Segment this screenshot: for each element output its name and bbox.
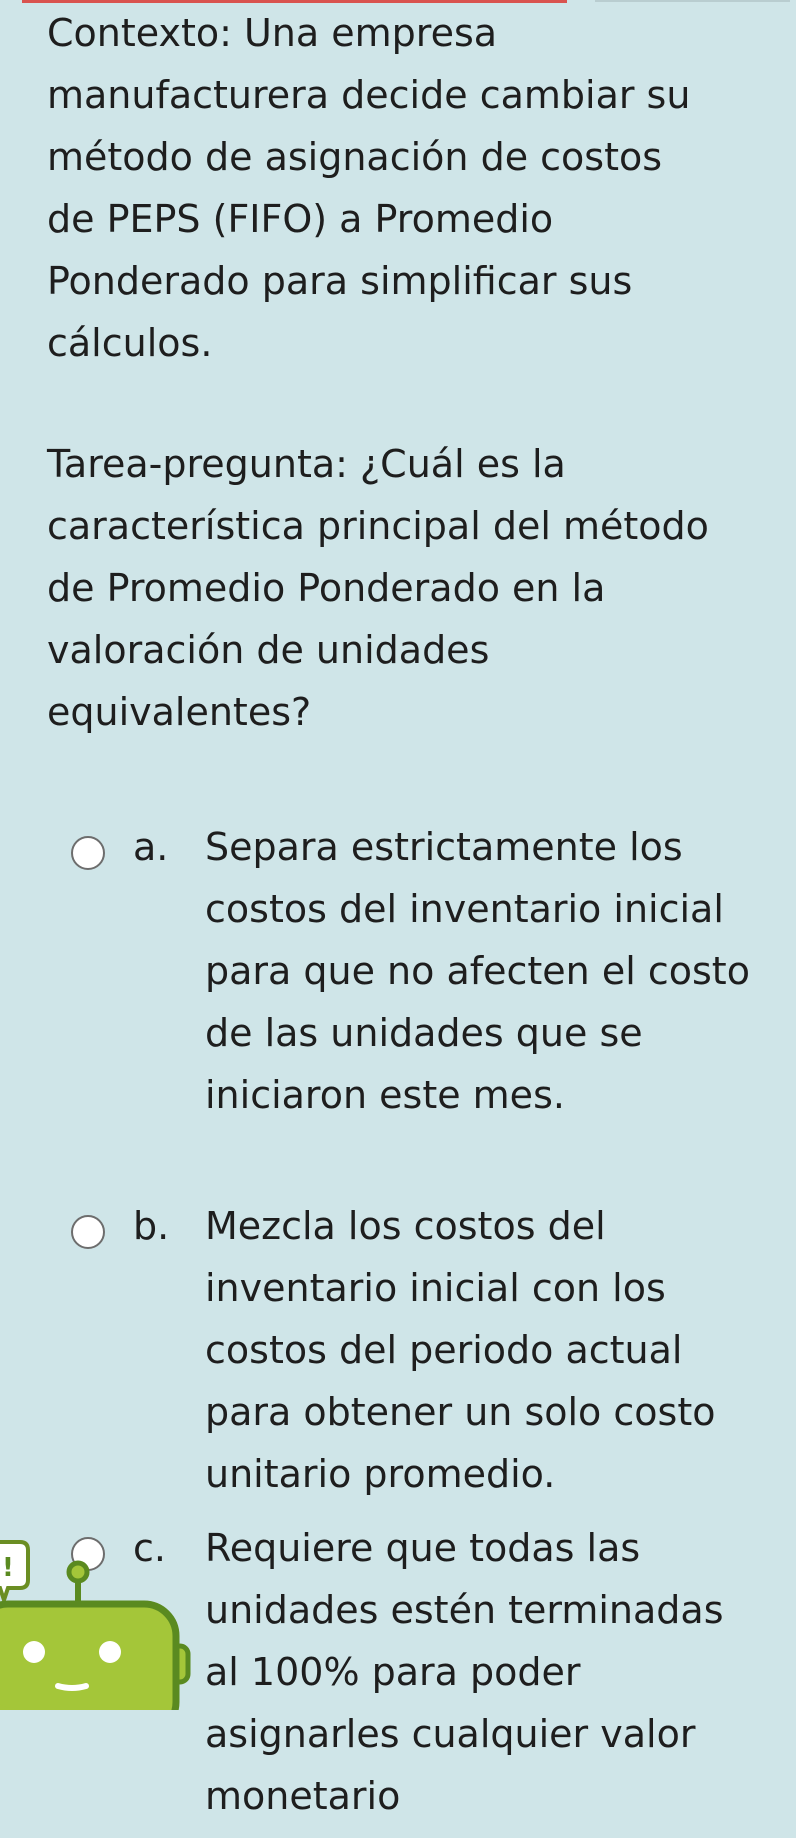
option-letter-a: a.: [133, 825, 169, 869]
question-block: [47, 2, 747, 743]
radio-button-a[interactable]: [71, 836, 105, 870]
option-letter-c: c.: [133, 1526, 166, 1570]
robot-assistant-icon[interactable]: [0, 1540, 200, 1710]
speech-bubble-icon: [0, 1542, 28, 1600]
svg-text:!: !: [2, 1553, 14, 1583]
question-task: Tarea-pregunta: ¿Cuál es la característica principal del método de Promedio Ponderado en la valoración de unidades equivalentes?: [47, 442, 709, 734]
option-text-b[interactable]: Mezcla los costos del inventario inicial con los costos del periodo actual para obtener un solo costo unitario promedio.: [205, 1204, 716, 1496]
option-letter-b: b.: [133, 1204, 170, 1248]
radio-button-b[interactable]: [71, 1215, 105, 1249]
question-context: Contexto: Una empresa manufacturera decide cambiar su método de asignación de costos de PEPS (FIFO) a Promedio Ponderado para simplificar sus cálculos.: [47, 11, 691, 365]
option-text-c[interactable]: Requiere que todas las unidades estén terminadas al 100% para poder asignarles cualquier valor monetario: [205, 1526, 724, 1818]
option-text-a[interactable]: Separa estrictamente los costos del inventario inicial para que no afecten el costo de las unidades que se iniciaron este mes.: [205, 825, 750, 1117]
